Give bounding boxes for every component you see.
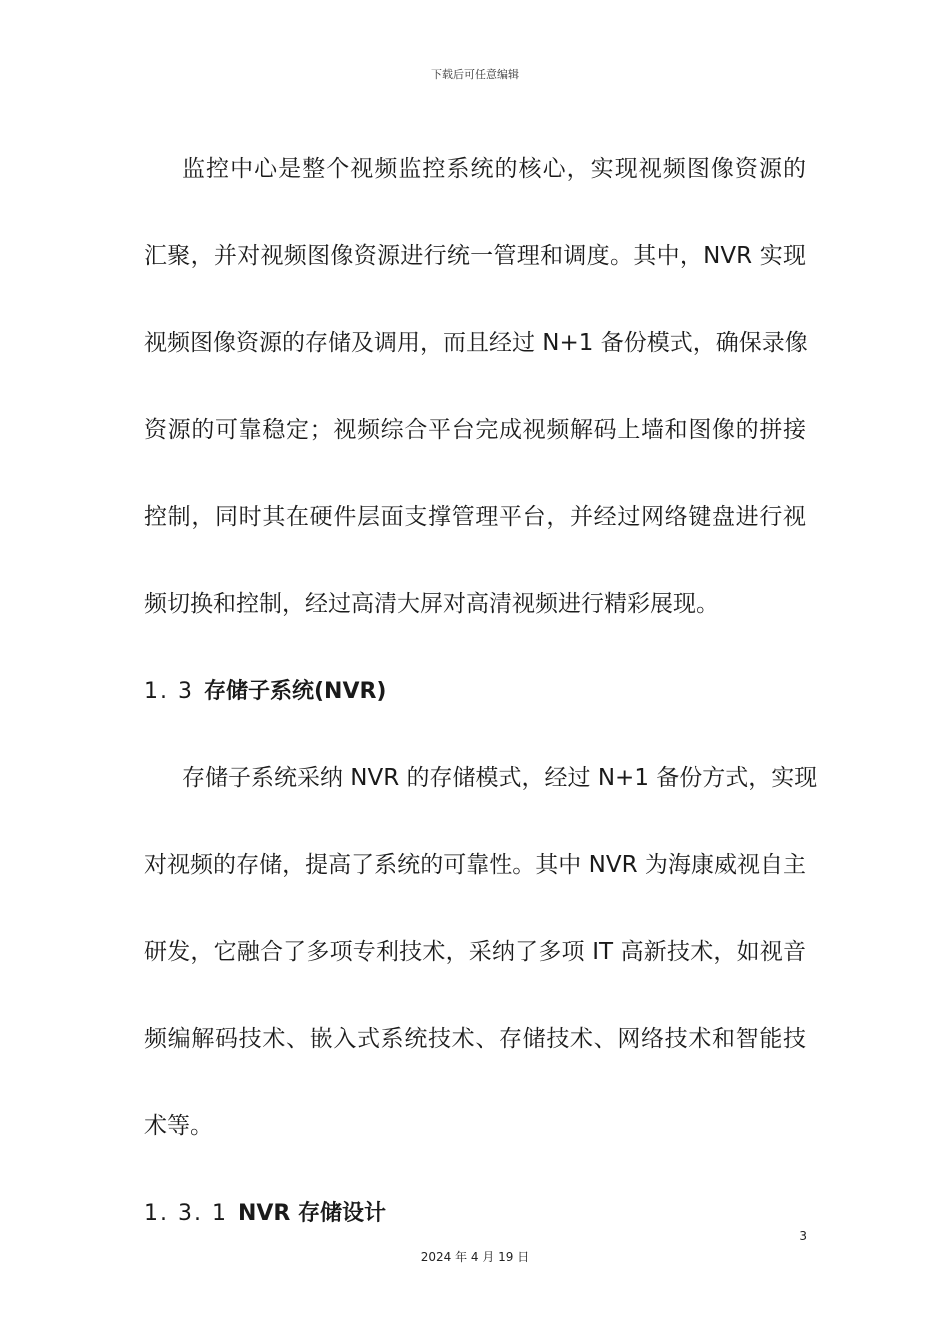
section-heading-storage-subsystem xyxy=(144,648,806,735)
page-number: 3 xyxy=(799,1229,807,1243)
paragraph-line: 监控中心是整个视频监控系统的核心，实现视频图像资源的 xyxy=(182,156,806,182)
paragraph-line: 研发，它融合了多项专利技术，采纳了多项 IT 高新技术，如视音 xyxy=(144,939,806,965)
paragraph-line: 对视频的存储，提高了系统的可靠性。其中 NVR 为海康威视自主 xyxy=(144,852,806,878)
paragraph-line: 频切换和控制，经过高清大屏对高清视频进行精彩展现。 xyxy=(144,591,719,617)
paragraph-line: 频编解码技术、嵌入式系统技术、存储技术、网络技术和智能技 xyxy=(144,1026,806,1052)
paragraph-storage-subsystem xyxy=(144,735,818,1170)
paragraph-line: 术等。 xyxy=(144,1113,213,1139)
section-title: 存储子系统(NVR) xyxy=(203,679,387,704)
paragraph-line: 存储子系统采纳 NVR 的存储模式，经过 N+1 备份方式，实现 xyxy=(182,765,818,791)
section-heading-nvr-storage-design xyxy=(144,1170,806,1257)
paragraph-monitoring-center xyxy=(144,126,806,648)
section-number: 1. 3 xyxy=(144,679,194,704)
section-title: NVR 存储设计 xyxy=(237,1201,387,1226)
footer-date: 2024 年 4 月 19 日 xyxy=(420,1250,530,1264)
document-body xyxy=(144,126,818,1257)
paragraph-line: 控制，同时其在硬件层面支撑管理平台，并经过网络键盘进行视 xyxy=(144,504,806,530)
paragraph-line: 视频图像资源的存储及调用，而且经过 N+1 备份模式，确保录像 xyxy=(144,330,808,356)
paragraph-line: 资源的可靠稳定；视频综合平台完成视频解码上墙和图像的拼接 xyxy=(144,417,806,443)
page-header-note: 下载后可任意编辑 xyxy=(431,68,519,81)
paragraph-line: 汇聚，并对视频图像资源进行统一管理和调度。其中，NVR 实现 xyxy=(144,243,806,269)
section-number: 1. 3. 1 xyxy=(144,1201,228,1226)
